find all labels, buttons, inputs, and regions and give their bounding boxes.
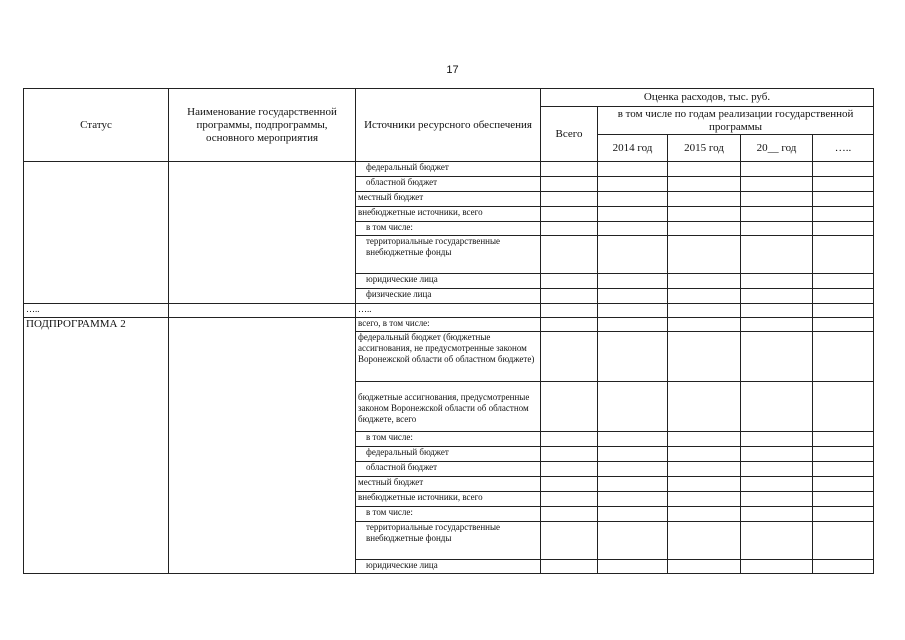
header-year-3: 20__ год — [741, 135, 813, 162]
source-label: территориальные государственные внебюджетные фонды — [356, 236, 541, 274]
subprogram-status: ПОДПРОГРАММА 2 — [24, 318, 169, 574]
header-estimate: Оценка расходов, тыс. руб. — [541, 89, 874, 107]
source-label: федеральный бюджет — [356, 447, 541, 462]
source-label: внебюджетные источники, всего — [356, 207, 541, 222]
header-year-1: 2014 год — [598, 135, 668, 162]
source-label: в том числе: — [356, 507, 541, 522]
resource-table — [23, 88, 874, 574]
source-label: в том числе: — [356, 222, 541, 236]
header-sources: Источники ресурсного обеспечения — [356, 89, 541, 162]
source-label: юридические лица — [356, 274, 541, 289]
header-year-2: 2015 год — [668, 135, 741, 162]
source-label: областной бюджет — [356, 177, 541, 192]
source-label: территориальные государственные внебюджетные фонды — [356, 522, 541, 560]
source-label: федеральный бюджет — [356, 162, 541, 177]
source-label: местный бюджет — [356, 192, 541, 207]
header-total: Всего — [541, 107, 598, 162]
header-by-years: в том числе по годам реализации государственной программы — [598, 107, 874, 135]
subprogram-name — [169, 318, 356, 574]
source-label: местный бюджет — [356, 477, 541, 492]
ellipsis-source: ….. — [356, 304, 541, 318]
source-label: в том числе: — [356, 432, 541, 447]
name-cell — [169, 162, 356, 304]
source-label: внебюджетные источники, всего — [356, 492, 541, 507]
header-status: Статус — [24, 89, 169, 162]
header-name: Наименование государственной программы, подпрограммы, основного мероприятия — [169, 89, 356, 162]
ellipsis-status: ….. — [24, 304, 169, 318]
source-label: областной бюджет — [356, 462, 541, 477]
source-label: всего, в том числе: — [356, 318, 541, 332]
status-cell — [24, 162, 169, 304]
source-label: бюджетные ассигнования, предусмотренные законом Воронежской области об областном бюджете, всего — [356, 382, 541, 432]
page-number: 17 — [446, 64, 459, 76]
source-label: физические лица — [356, 289, 541, 304]
header-year-4: ….. — [813, 135, 874, 162]
source-label: федеральный бюджет (бюджетные ассигнования, не предусмотренные законом Воронежской области об областном бюджете) — [356, 332, 541, 382]
source-label: юридические лица — [356, 560, 541, 574]
